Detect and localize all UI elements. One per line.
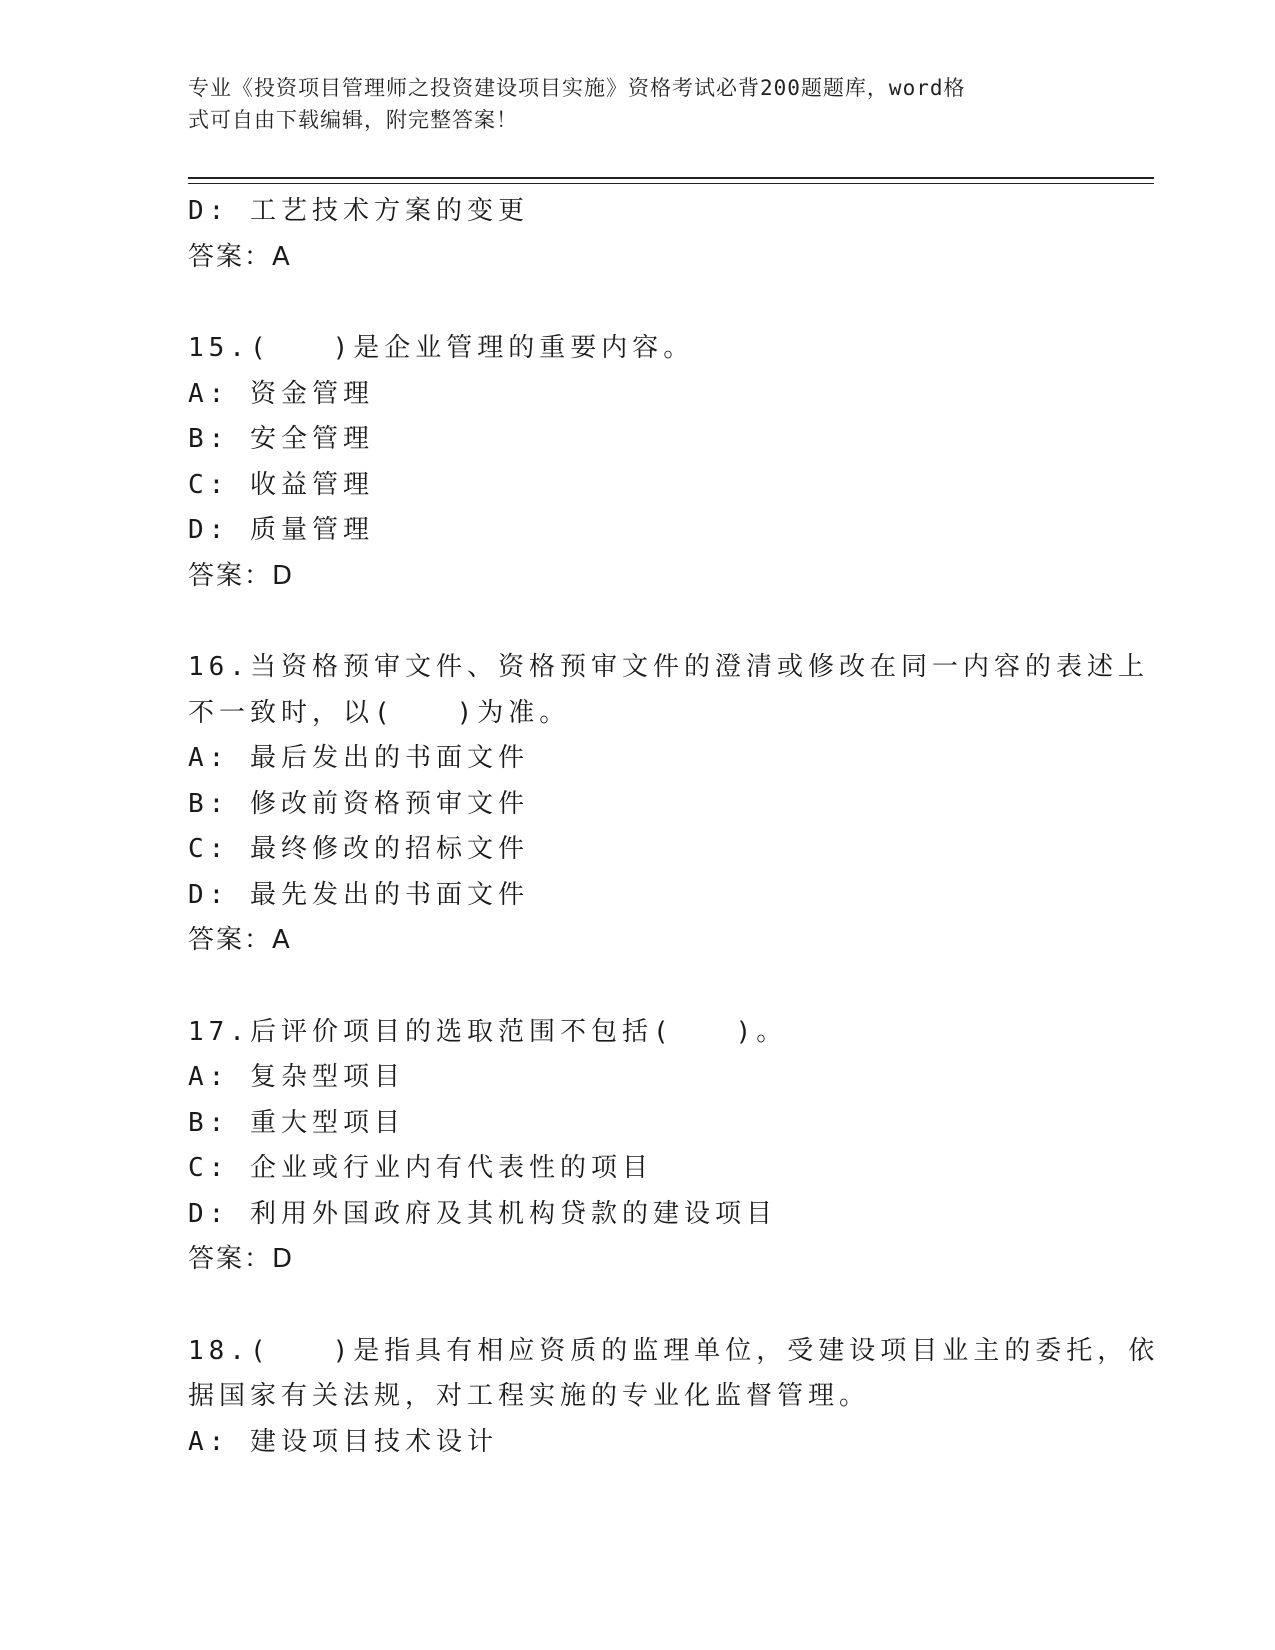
option-d: D: 工艺技术方案的变更 <box>188 196 529 226</box>
option-c: C: 最终修改的招标文件 <box>188 834 529 864</box>
option-d: D: 利用外国政府及其机构贷款的建设项目 <box>188 1198 777 1229</box>
answer-line: 答案：A <box>188 925 292 955</box>
option-c: C: 企业或行业内有代表性的项目 <box>188 1153 653 1183</box>
option-a: A: 资金管理 <box>188 378 374 409</box>
question-stem: 15.( )是企业管理的重要内容。 <box>188 333 695 363</box>
question-list <box>188 189 1160 1465</box>
question-stem-continued: 不一致时，以( )为准。 <box>188 697 571 728</box>
option-b: B: 重大型项目 <box>188 1107 405 1138</box>
question-18 <box>188 1329 1160 1466</box>
answer-line: 答案：D <box>188 560 295 591</box>
previous-question-tail <box>188 189 1088 280</box>
option-d: D: 最先发出的书面文件 <box>188 879 529 910</box>
option-b: B: 安全管理 <box>188 424 374 454</box>
document-header <box>188 72 1088 136</box>
option-a: A: 建设项目技术设计 <box>188 1426 498 1457</box>
option-d: D: 质量管理 <box>188 515 374 545</box>
option-a: A: 复杂型项目 <box>188 1062 405 1092</box>
option-b: B: 修改前资格预审文件 <box>188 788 529 819</box>
question-16 <box>188 645 1149 964</box>
header-divider-thin <box>188 183 1154 184</box>
header-divider-thick <box>188 177 1154 179</box>
header-line-1: 专业《投资项目管理师之投资建设项目实施》资格考试必背200题题库，word格 <box>188 76 966 100</box>
answer-line: 答案：D <box>188 1244 295 1274</box>
question-stem: 17.后评价项目的选取范围不包括( )。 <box>188 1016 788 1047</box>
option-a: A: 最后发出的书面文件 <box>188 743 529 773</box>
question-stem: 18.( )是指具有相应资质的监理单位，受建设项目业主的委托，依 <box>188 1335 1160 1366</box>
question-15 <box>188 326 1088 599</box>
header-line-2: 式可自由下载编辑，附完整答案！ <box>188 108 518 132</box>
question-stem-continued: 据国家有关法规，对工程实施的专业化监督管理。 <box>188 1381 871 1411</box>
option-c: C: 收益管理 <box>188 469 374 500</box>
question-17 <box>188 1010 1088 1283</box>
question-stem: 16.当资格预审文件、资格预审文件的澄清或修改在同一内容的表述上 <box>188 652 1149 682</box>
answer-line: 答案：A <box>188 241 292 272</box>
